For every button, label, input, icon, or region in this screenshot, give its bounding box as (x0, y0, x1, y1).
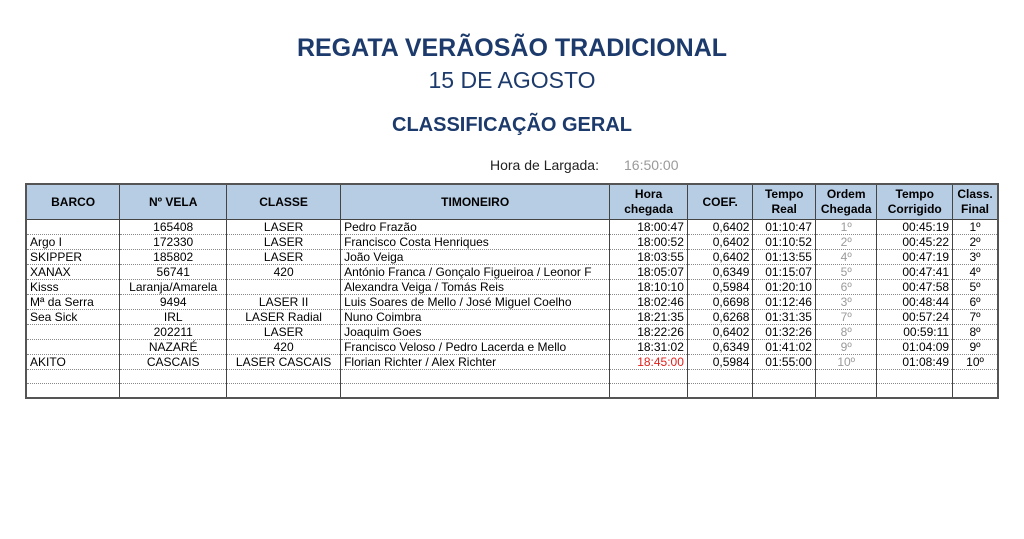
cell-tempo-corrigido: 00:47:41 (877, 265, 953, 280)
cell-tempo-corrigido: 01:08:49 (877, 355, 953, 370)
cell-hora-chegada: 18:00:47 (610, 220, 688, 235)
empty-cell (341, 370, 610, 384)
cell-class-final: 10º (953, 355, 998, 370)
cell-vela: Laranja/Amarela (120, 280, 227, 295)
empty-cell (687, 384, 753, 399)
empty-cell (815, 370, 877, 384)
cell-timoneiro: Alexandra Veiga / Tomás Reis (341, 280, 610, 295)
empty-cell (227, 384, 341, 399)
column-header-barco: BARCO (26, 184, 120, 220)
cell-vela: NAZARÉ (120, 340, 227, 355)
cell-classe: 420 (227, 340, 341, 355)
page-subtitle: CLASSIFICAÇÃO GERAL (392, 114, 632, 136)
table-row (26, 310, 998, 325)
cell-vela: 56741 (120, 265, 227, 280)
cell-hora-chegada: 18:00:52 (610, 235, 688, 250)
cell-tempo-real: 01:15:07 (753, 265, 816, 280)
cell-vela: 165408 (120, 220, 227, 235)
cell-classe: LASER Radial (227, 310, 341, 325)
cell-class-final: 6º (953, 295, 998, 310)
cell-classe: LASER CASCAIS (227, 355, 341, 370)
cell-hora-chegada: 18:05:07 (610, 265, 688, 280)
empty-cell (953, 384, 998, 399)
cell-barco (26, 220, 120, 235)
column-header-tempo-real: Tempo Real (753, 184, 816, 220)
cell-hora-chegada: 18:22:26 (610, 325, 688, 340)
cell-ordem-chegada: 5º (815, 265, 877, 280)
cell-coef: 0,6402 (687, 250, 753, 265)
column-header-ordem-chegada: Ordem Chegada (815, 184, 877, 220)
cell-hora-chegada: 18:31:02 (610, 340, 688, 355)
cell-barco: Kisss (26, 280, 120, 295)
empty-cell (120, 384, 227, 399)
cell-barco: AKITO (26, 355, 120, 370)
empty-cell (120, 370, 227, 384)
cell-tempo-corrigido: 00:59:11 (877, 325, 953, 340)
cell-barco (26, 340, 120, 355)
cell-hora-chegada: 18:21:35 (610, 310, 688, 325)
cell-barco: SKIPPER (26, 250, 120, 265)
cell-classe: LASER (227, 325, 341, 340)
cell-tempo-real: 01:10:52 (753, 235, 816, 250)
cell-coef: 0,5984 (687, 280, 753, 295)
start-time-label: Hora de Largada: (490, 157, 599, 173)
cell-classe: 420 (227, 265, 341, 280)
table-row (26, 325, 998, 340)
cell-coef: 0,6402 (687, 220, 753, 235)
cell-timoneiro: João Veiga (341, 250, 610, 265)
empty-cell (753, 370, 816, 384)
cell-barco: Mª da Serra (26, 295, 120, 310)
cell-vela: 185802 (120, 250, 227, 265)
empty-cell (610, 384, 688, 399)
cell-ordem-chegada: 6º (815, 280, 877, 295)
empty-cell (26, 370, 120, 384)
cell-vela: CASCAIS (120, 355, 227, 370)
cell-ordem-chegada: 9º (815, 340, 877, 355)
column-header-tempo-corrigido: Tempo Corrigido (877, 184, 953, 220)
cell-tempo-corrigido: 00:47:19 (877, 250, 953, 265)
column-header-coef: COEF. (687, 184, 753, 220)
table-row (26, 235, 998, 250)
cell-class-final: 3º (953, 250, 998, 265)
cell-timoneiro: Luis Soares de Mello / José Miguel Coelho (341, 295, 610, 310)
empty-cell (753, 384, 816, 399)
empty-cell (26, 384, 120, 399)
cell-tempo-corrigido: 00:48:44 (877, 295, 953, 310)
cell-class-final: 4º (953, 265, 998, 280)
cell-ordem-chegada: 10º (815, 355, 877, 370)
cell-tempo-real: 01:55:00 (753, 355, 816, 370)
cell-hora-chegada: 18:10:10 (610, 280, 688, 295)
cell-ordem-chegada: 2º (815, 235, 877, 250)
start-time-value: 16:50:00 (624, 157, 679, 173)
cell-ordem-chegada: 4º (815, 250, 877, 265)
cell-timoneiro: Florian Richter / Alex Richter (341, 355, 610, 370)
empty-cell (341, 384, 610, 399)
empty-cell (227, 370, 341, 384)
cell-hora-chegada: 18:02:46 (610, 295, 688, 310)
cell-class-final: 1º (953, 220, 998, 235)
empty-row (26, 384, 998, 399)
column-header-vela: Nº VELA (120, 184, 227, 220)
table-header-row (26, 184, 998, 220)
cell-vela: 202211 (120, 325, 227, 340)
cell-classe: LASER II (227, 295, 341, 310)
empty-cell (610, 370, 688, 384)
cell-timoneiro: Nuno Coimbra (341, 310, 610, 325)
cell-classe: LASER (227, 235, 341, 250)
cell-coef: 0,6402 (687, 235, 753, 250)
cell-class-final: 9º (953, 340, 998, 355)
cell-class-final: 8º (953, 325, 998, 340)
cell-ordem-chegada: 1º (815, 220, 877, 235)
cell-coef: 0,6349 (687, 340, 753, 355)
cell-classe (227, 280, 341, 295)
table-row (26, 220, 998, 235)
page-title: REGATA VERÃOSÃO TRADICIONAL (296, 34, 728, 62)
table-row (26, 355, 998, 370)
table-row (26, 265, 998, 280)
cell-ordem-chegada: 7º (815, 310, 877, 325)
cell-class-final: 2º (953, 235, 998, 250)
column-header-hora-chegada: Hora chegada (610, 184, 688, 220)
cell-tempo-corrigido: 00:47:58 (877, 280, 953, 295)
cell-vela: 172330 (120, 235, 227, 250)
cell-tempo-real: 01:31:35 (753, 310, 816, 325)
cell-timoneiro: António Franca / Gonçalo Figueiroa / Leonor F (341, 265, 610, 280)
empty-cell (687, 370, 753, 384)
cell-classe: LASER (227, 220, 341, 235)
cell-hora-chegada: 18:03:55 (610, 250, 688, 265)
table-row (26, 250, 998, 265)
cell-barco: Argo I (26, 235, 120, 250)
table-row (26, 295, 998, 310)
table-row (26, 280, 998, 295)
cell-ordem-chegada: 8º (815, 325, 877, 340)
cell-hora-chegada: 18:45:00 (610, 355, 688, 370)
empty-row (26, 370, 998, 384)
cell-tempo-corrigido: 00:57:24 (877, 310, 953, 325)
cell-coef: 0,6402 (687, 325, 753, 340)
cell-timoneiro: Pedro Frazão (341, 220, 610, 235)
cell-ordem-chegada: 3º (815, 295, 877, 310)
cell-coef: 0,5984 (687, 355, 753, 370)
cell-coef: 0,6698 (687, 295, 753, 310)
cell-vela: IRL (120, 310, 227, 325)
cell-timoneiro: Francisco Veloso / Pedro Lacerda e Mello (341, 340, 610, 355)
cell-class-final: 7º (953, 310, 998, 325)
cell-tempo-real: 01:41:02 (753, 340, 816, 355)
event-date: 15 DE AGOSTO (428, 67, 596, 93)
cell-timoneiro: Joaquim Goes (341, 325, 610, 340)
table-row (26, 340, 998, 355)
cell-tempo-real: 01:10:47 (753, 220, 816, 235)
cell-tempo-real: 01:13:55 (753, 250, 816, 265)
empty-cell (877, 384, 953, 399)
column-header-timoneiro: TIMONEIRO (341, 184, 610, 220)
cell-barco: Sea Sick (26, 310, 120, 325)
cell-tempo-real: 01:20:10 (753, 280, 816, 295)
cell-barco: XANAX (26, 265, 120, 280)
results-table (25, 183, 999, 399)
cell-barco (26, 325, 120, 340)
cell-tempo-corrigido: 00:45:19 (877, 220, 953, 235)
cell-class-final: 5º (953, 280, 998, 295)
cell-timoneiro: Francisco Costa Henriques (341, 235, 610, 250)
cell-coef: 0,6349 (687, 265, 753, 280)
column-header-classe: CLASSE (227, 184, 341, 220)
column-header-class-final: Class. Final (953, 184, 998, 220)
cell-tempo-corrigido: 01:04:09 (877, 340, 953, 355)
cell-tempo-real: 01:12:46 (753, 295, 816, 310)
cell-tempo-real: 01:32:26 (753, 325, 816, 340)
cell-coef: 0,6268 (687, 310, 753, 325)
cell-tempo-corrigido: 00:45:22 (877, 235, 953, 250)
empty-cell (877, 370, 953, 384)
empty-cell (815, 384, 877, 399)
cell-vela: 9494 (120, 295, 227, 310)
cell-classe: LASER (227, 250, 341, 265)
empty-cell (953, 370, 998, 384)
